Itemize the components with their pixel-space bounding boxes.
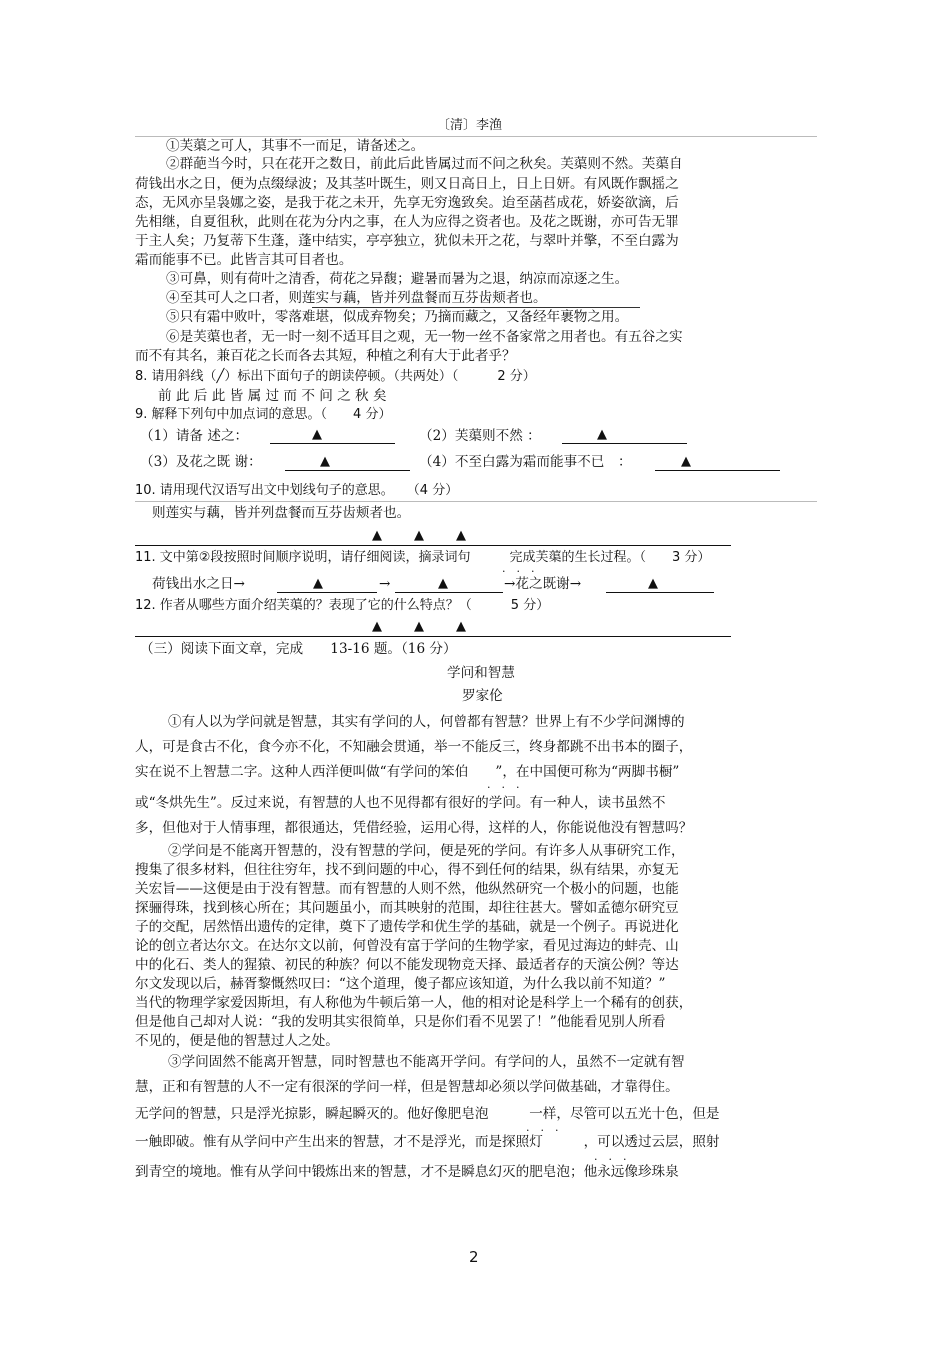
article-line: 一触即破。惟有从学问中产生出来的智慧，才不是浮光，而是探照灯 ，可以透过云层，照射 bbox=[135, 1134, 720, 1150]
answer-blank[interactable] bbox=[655, 470, 780, 471]
page-number: 2 bbox=[469, 1248, 479, 1266]
answer-marker: ▲ bbox=[456, 619, 466, 634]
article-line: ②学问是不能离开智慧的，没有智慧的学问，便是死的学问。有许多人从事研究工作， bbox=[168, 843, 685, 859]
article-line: 不见的，便是他的智慧过人之处。 bbox=[135, 1033, 339, 1049]
question-8: 8. 请用斜线（╱）标出下面句子的朗读停顿。（共两处）（ 2 分） bbox=[135, 369, 536, 384]
answer-marker: ▲ bbox=[456, 528, 466, 543]
answer-marker: ▲ bbox=[312, 427, 322, 442]
answer-marker: ▲ bbox=[320, 454, 330, 469]
author-line: 〔清〕李渔 bbox=[437, 118, 503, 133]
answer-marker: ▲ bbox=[648, 576, 658, 591]
article-title: 学问和智慧 bbox=[447, 665, 515, 681]
article-line: 尔文发现以后，赫胥黎慨然叹曰：“这个道理，傻子都应该知道，为什么我以前不知道？” bbox=[135, 976, 666, 992]
article-author: 罗家伦 bbox=[462, 688, 503, 704]
article-line: 到青空的境地。惟有从学问中锻炼出来的智慧，才不是瞬息幻灭的肥皂泡；他永远像珍珠泉 bbox=[135, 1164, 679, 1180]
answer-marker: ▲ bbox=[681, 454, 691, 469]
article-line: 当代的物理学家爱因斯坦，有人称他为牛顿后第一人，他的相对论是科学上一个稀有的创获， bbox=[135, 995, 693, 1011]
emphasis-dots: ... bbox=[594, 1150, 638, 1163]
article-line: 慧，正和有智慧的人不一定有很深的学问一样，但是智慧却必须以学问做基础，才靠得住。 bbox=[135, 1079, 679, 1095]
article-line: 搜集了很多材料，但往往穷年，找不到问题的中心，得不到任何的结果，纵有结果，亦复无 bbox=[135, 862, 679, 878]
article-line: 但是他自己却对人说：“我的发明其实很简单，只是你们看不见罢了！”他能看见别人所看 bbox=[135, 1014, 666, 1030]
passage-line: 而不有其名，兼百花之长而各去其短，种植之利有大于此者乎？ bbox=[135, 348, 516, 364]
passage-line: 于主人矣；乃复蒂下生蓬，蓬中结实，亭亭独立，犹似未开之花，与翠叶并擎，不至白露为 bbox=[135, 233, 679, 249]
answer-marker: ▲ bbox=[438, 576, 448, 591]
q11-start: 荷钱出水之日→ bbox=[152, 576, 245, 592]
q9-item-2: （2）芙蕖则不然 ： bbox=[419, 428, 541, 444]
article-line: 论的创立者达尔文。在达尔文以前，何曾没有富于学问的生物学家，看见过海边的蚌壳、山 bbox=[135, 938, 679, 954]
passage-line: ⑥是芙蕖也者，无一时一刻不适耳目之观，无一物一丝不备家常之用者也。有五谷之实 bbox=[166, 329, 683, 345]
emphasis-dots: ... bbox=[487, 778, 531, 791]
question-12: 12. 作者从哪些方面介绍芙蕖的？表现了它的什么特点？（ 5 分） bbox=[135, 598, 550, 613]
emphasis-dots: ... bbox=[526, 1121, 570, 1134]
article-line: 无学问的智慧，只是浮光掠影，瞬起瞬灭的。他好像肥皂泡 一样，尽管可以五光十色，但是 bbox=[135, 1106, 720, 1122]
answer-line[interactable] bbox=[135, 545, 731, 546]
passage-line: ③可鼻，则有荷叶之清香，荷花之异馥；避暑而暑为之退，纳凉而凉逐之生。 bbox=[166, 271, 629, 287]
q9-item-4: （4）不至白露为霜而能事不已 ： bbox=[419, 454, 632, 470]
article-line: ①有人以为学问就是智慧，其实有学问的人，何曾都有智慧？世界上有不少学问渊博的 bbox=[168, 714, 685, 730]
q8-sentence: 前 此 后 此 皆 属 过 而 不 问 之 秋 矣 bbox=[158, 388, 387, 404]
answer-marker: ▲ bbox=[414, 619, 424, 634]
q11-arrow: → bbox=[379, 576, 391, 592]
article-line: ③学问固然不能离开智慧，同时智慧也不能离开学问。有学问的人，虽然不一定就有智 bbox=[168, 1054, 685, 1070]
emphasis-dots: ... bbox=[502, 562, 546, 575]
passage-line: 先相继，自夏徂秋，此则在花为分内之事，在人为应得之资者也。及花之既谢，亦可告无罪 bbox=[135, 214, 679, 230]
answer-blank[interactable] bbox=[562, 443, 687, 444]
article-line: 子的交配，居然悟出遗传的定律，奠下了遗传学和优生学的基础，就是一个例子。再说进化 bbox=[135, 919, 679, 935]
q9-item-3: （3）及花之既 谢： bbox=[140, 454, 262, 470]
answer-marker: ▲ bbox=[372, 528, 382, 543]
passage-line: 态，无风亦呈袅娜之姿，是我于花之未开，先享无穷逸致矣。迨至菡萏成花，娇姿欲滴，后 bbox=[135, 195, 679, 211]
question-10: 10. 请用现代汉语写出文中划线句子的意思。 （4 分） bbox=[135, 483, 459, 498]
answer-blank[interactable] bbox=[606, 592, 714, 593]
underline-marked-sentence bbox=[312, 304, 640, 308]
passage-line: 荷钱出水之日，便为点缀绿波；及其茎叶既生，则又日高日上，日上日妍。有风既作飘摇之 bbox=[135, 176, 679, 192]
passage-line: ②群葩当今时，只在花开之数日，前此后此皆属过而不问之秋矣。芙蕖则不然。芙蕖自 bbox=[166, 156, 683, 172]
article-line: 中的化石、类人的猩猿、初民的种族？何以不能发现物竞天择、最适者存的天演公例？等达 bbox=[135, 957, 679, 973]
header-rule bbox=[135, 136, 817, 137]
answer-blank[interactable] bbox=[277, 592, 377, 593]
question-11: 11. 文中第②段按照时间顺序说明，请仔细阅读，摘录词句 完成芙蕖的生长过程。（ 3 分） bbox=[135, 550, 711, 565]
answer-blank[interactable] bbox=[395, 592, 503, 593]
answer-line[interactable] bbox=[135, 636, 731, 637]
article-line: 关宏旨——这便是由于没有智慧。而有智慧的人则不然，他纵然研究一个极小的问题，也能 bbox=[135, 881, 679, 897]
article-line: 实在说不上智慧二字。这种人西洋便叫做“有学问的笨伯 ”，在中国便可称为“两脚书橱” bbox=[135, 764, 680, 780]
question-9: 9. 解释下列句中加点词的意思。（ 4 分） bbox=[135, 407, 392, 422]
q11-mid: →花之既谢→ bbox=[504, 576, 582, 592]
passage-line: ①芙蕖之可人，其事不一而足，请备述之。 bbox=[166, 138, 425, 154]
q9-item-1: （1）请备 述之： bbox=[140, 428, 249, 444]
article-line: 人，可是食古不化，食今亦不化，不知融会贯通，举一不能反三，终身都跳不出书本的圈子， bbox=[135, 739, 693, 755]
article-line: 多，但他对于人情事理，都很通达，凭借经验，运用心得，这样的人，你能说他没有智慧吗？ bbox=[135, 820, 693, 836]
passage-line: 霜而能事不已。此皆言其可目者也。 bbox=[135, 252, 353, 268]
answer-blank[interactable] bbox=[270, 443, 395, 444]
answer-marker: ▲ bbox=[313, 576, 323, 591]
section-3-intro: （三）阅读下面文章，完成 13-16 题。（16 分） bbox=[140, 641, 457, 657]
answer-marker: ▲ bbox=[414, 528, 424, 543]
passage-line: ⑤只有霜中败叶，零落难堪，似成弃物矣；乃摘而藏之，又备经年裹物之用。 bbox=[166, 309, 629, 325]
answer-marker: ▲ bbox=[372, 619, 382, 634]
answer-marker: ▲ bbox=[597, 427, 607, 442]
q10-sentence: 则莲实与藕，皆并列盘餐而互芬齿颊者也。 bbox=[152, 505, 411, 521]
article-line: 探骊得珠，找到核心所在；其问题虽小，而其映射的范围，却往往甚大。譬如孟德尔研究豆 bbox=[135, 900, 679, 916]
passage-line: ④至其可人之口者，则莲实与藕，皆并列盘餐而互芬齿颊者也。 bbox=[166, 290, 547, 306]
answer-blank[interactable] bbox=[285, 470, 410, 471]
section-rule bbox=[135, 501, 817, 502]
article-line: 或“冬烘先生”。反过来说，有智慧的人也不见得都有很好的学问。有一种人，读书虽然不 bbox=[135, 795, 666, 811]
